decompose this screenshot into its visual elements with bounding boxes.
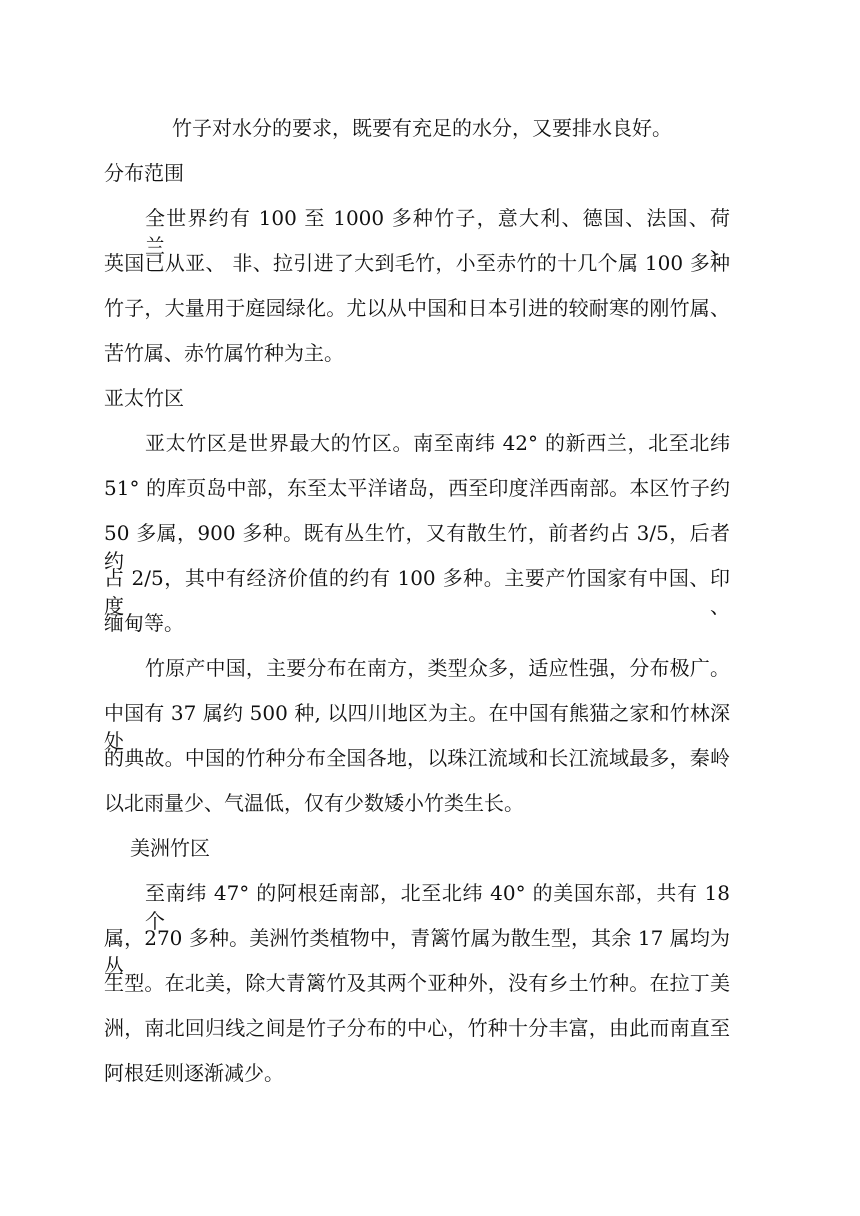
paragraph-line: 阿根廷则逐渐减少。 (104, 1061, 284, 1085)
paragraph-line: 属，270 多种。美洲竹类植物中，青篱竹属为散生型，其余 17 属均为丛 (104, 926, 730, 978)
paragraph-line: 苦竹属、赤竹属竹种为主。 (104, 341, 344, 365)
section-heading-distribution: 分布范围 (104, 161, 184, 185)
paragraph-line: 至南纬 47° 的阿根廷南部，北至北纬 40° 的美国东部，共有 18 个 (145, 881, 730, 933)
intro-line: 竹子对水分的要求，既要有充足的水分，又要排水良好。 (172, 116, 672, 140)
paragraph-line: 中国有 37 属约 500 种, 以四川地区为主。在中国有熊猫之家和竹林深处 (104, 701, 730, 753)
paragraph-line: 洲，南北回归线之间是竹子分布的中心，竹种十分丰富，由此而南直至 (104, 1016, 730, 1040)
section-heading-asia-pacific: 亚太竹区 (104, 386, 184, 410)
paragraph-line: 51° 的库页岛中部，东至太平洋诸岛，西至印度洋西南部。本区竹子约 (104, 476, 730, 500)
paragraph-line: 50 多属，900 多种。既有丛生竹，又有散生竹，前者约占 3/5，后者约 (104, 521, 730, 573)
paragraph-line: 亚太竹区是世界最大的竹区。南至南纬 42° 的新西兰，北至北纬 (145, 431, 730, 455)
paragraph-line: 英国已从亚、 非、拉引进了大到毛竹，小至赤竹的十几个属 100 多种 (104, 251, 730, 275)
section-heading-americas: 美洲竹区 (130, 836, 210, 860)
paragraph-line: 竹原产中国，主要分布在南方，类型众多，适应性强，分布极广。 (145, 656, 730, 680)
paragraph-line: 全世界约有 100 至 1000 多种竹子，意大利、德国、法国、荷兰、 (145, 206, 730, 258)
paragraph-line: 竹子，大量用于庭园绿化。尤以从中国和日本引进的较耐寒的刚竹属、 (104, 296, 730, 320)
paragraph-line: 生型。在北美，除大青篱竹及其两个亚种外，没有乡土竹种。在拉丁美 (104, 971, 730, 995)
paragraph-line: 的典故。中国的竹种分布全国各地，以珠江流域和长江流域最多，秦岭 (104, 746, 730, 770)
paragraph-line: 缅甸等。 (104, 611, 184, 635)
paragraph-line: 以北雨量少、气温低，仅有少数矮小竹类生长。 (104, 791, 524, 815)
paragraph-line: 占 2/5，其中有经济价值的约有 100 多种。主要产竹国家有中国、印度、 (104, 566, 730, 618)
